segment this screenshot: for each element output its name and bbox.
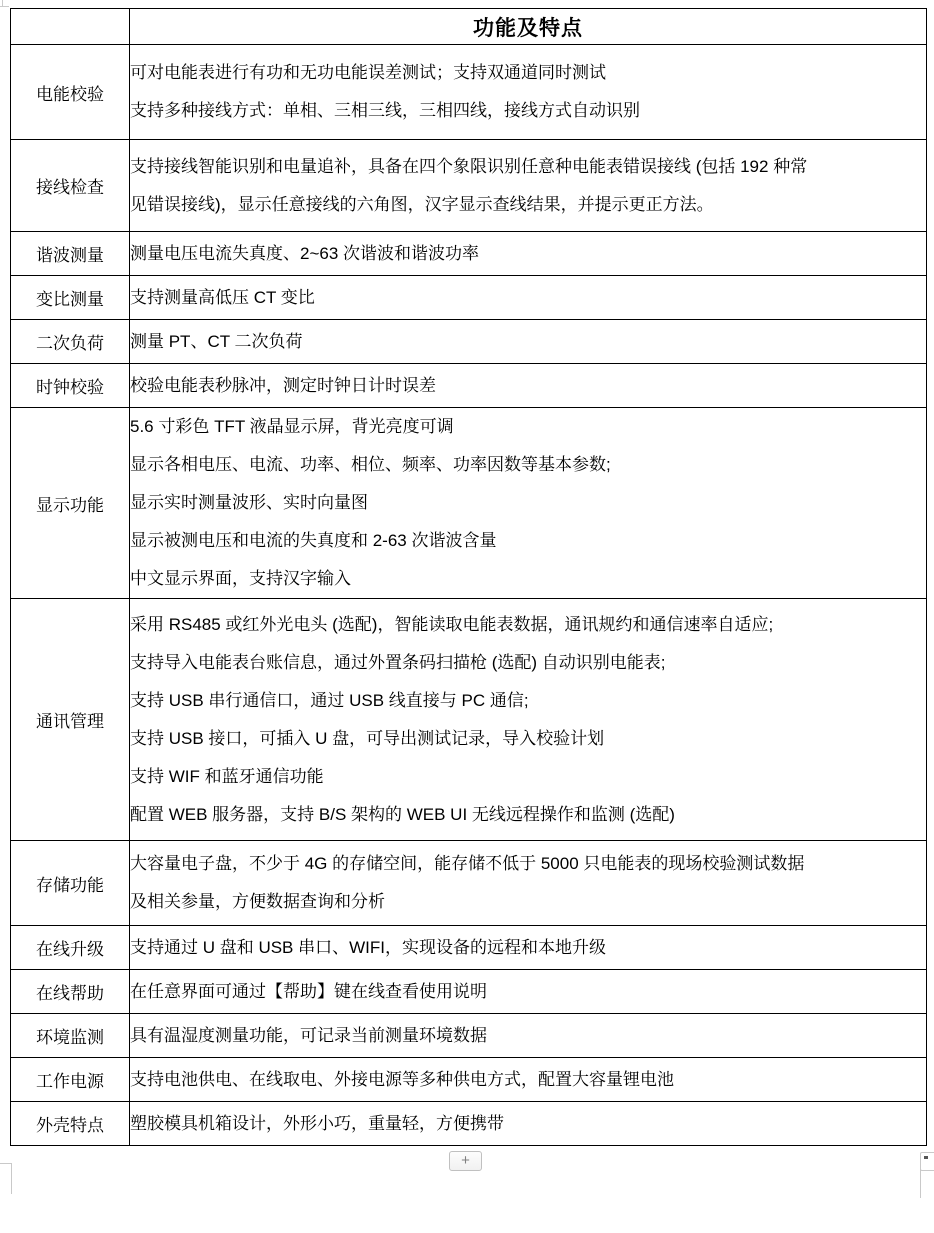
row-content[interactable] (130, 45, 927, 140)
row-label[interactable]: 工作电源 (11, 1058, 130, 1102)
table-row (11, 364, 927, 408)
content-line: 显示各相电压、电流、功率、相位、频率、功率因数等基本参数; (130, 455, 611, 474)
plus-icon: + (461, 1152, 470, 1169)
table-row (11, 970, 927, 1014)
content-line: 塑胶模具机箱设计，外形小巧，重量轻，方便携带 (130, 1113, 504, 1133)
row-label[interactable]: 变比测量 (11, 276, 130, 320)
content-line: 测量 PT、CT 二次负荷 (130, 331, 303, 351)
row-label[interactable]: 在线帮助 (11, 970, 130, 1014)
table-row (11, 599, 927, 841)
content-line: 见错误接线)，显示任意接线的六角图，汉字显示查线结果，并提示更正方法。 (130, 194, 714, 214)
content-line: 支持接线智能识别和电量追补，具备在四个象限识别任意种电能表错误接线 (包括 192 种常 (130, 156, 808, 176)
row-label[interactable]: 外壳特点 (11, 1102, 130, 1146)
text-boundary-mark-bottom-left (11, 1163, 12, 1194)
row-content[interactable] (130, 926, 927, 970)
row-content[interactable] (130, 140, 927, 232)
content-line: 5.6 寸彩色 TFT 液晶显示屏，背光亮度可调 (130, 417, 454, 436)
content-line: 采用 RS485 或红外光电头 (选配)，智能读取电能表数据，通讯规约和通信速率自适应; (130, 614, 774, 634)
content-line: 大容量电子盘，不少于 4G 的存储空间，能存储不低于 5000 只电能表的现场校验测试数据 (130, 854, 805, 873)
content-line: 显示被测电压和电流的失真度和 2-63 次谐波含量 (130, 531, 497, 550)
content-line: 支持 USB 串行通信口，通过 USB 线直接与 PC 通信; (130, 690, 529, 710)
table-row (11, 320, 927, 364)
table-row (11, 408, 927, 599)
feature-spec-table (10, 8, 927, 1146)
table-header-row (11, 9, 927, 45)
content-line: 测量电压电流失真度、2~63 次谐波和谐波功率 (130, 243, 480, 263)
row-label[interactable]: 在线升级 (11, 926, 130, 970)
row-content[interactable] (130, 599, 927, 841)
table-row (11, 1102, 927, 1146)
row-content[interactable] (130, 408, 927, 599)
row-label[interactable]: 通讯管理 (11, 599, 130, 841)
header-empty-cell[interactable] (11, 9, 130, 45)
row-label[interactable]: 显示功能 (11, 408, 130, 599)
table-row (11, 926, 927, 970)
text-boundary-mark-top-left (0, 6, 9, 7)
content-line: 中文显示界面，支持汉字输入 (130, 569, 351, 588)
content-line: 支持通过 U 盘和 USB 串口、WIFI，实现设备的远程和本地升级 (130, 937, 606, 957)
content-line: 支持 USB 接口，可插入 U 盘，可导出测试记录，导入校验计划 (130, 728, 605, 748)
content-line: 及相关参量，方便数据查询和分析 (130, 892, 385, 911)
row-label[interactable]: 二次负荷 (11, 320, 130, 364)
table-row (11, 276, 927, 320)
row-label[interactable]: 时钟校验 (11, 364, 130, 408)
row-content[interactable] (130, 232, 927, 276)
table-row (11, 1058, 927, 1102)
content-line: 支持多种接线方式：单相、三相三线，三相四线，接线方式自动识别 (130, 101, 640, 120)
row-label[interactable]: 谐波测量 (11, 232, 130, 276)
row-content[interactable] (130, 320, 927, 364)
row-content[interactable] (130, 841, 927, 926)
content-line: 支持电池供电、在线取电、外接电源等多种供电方式，配置大容量锂电池 (130, 1069, 674, 1089)
content-line: 校验电能表秒脉冲，测定时钟日计时误差 (130, 375, 436, 395)
content-line: 可对电能表进行有功和无功电能误差测试；支持双通道同时测试 (130, 63, 606, 82)
table-title: 功能及特点 (130, 9, 927, 45)
row-label[interactable]: 环境监测 (11, 1014, 130, 1058)
content-line: 支持 WIF 和蓝牙通信功能 (130, 766, 324, 786)
side-handle-box[interactable] (920, 1152, 934, 1171)
table-row (11, 841, 927, 926)
content-line: 配置 WEB 服务器，支持 B/S 架构的 WEB UI 无线远程操作和监测 (选配) (130, 804, 675, 824)
row-label[interactable]: 存储功能 (11, 841, 130, 926)
row-label[interactable]: 电能校验 (11, 45, 130, 140)
content-line: 在任意界面可通过【帮助】键在线查看使用说明 (130, 981, 487, 1001)
row-content[interactable] (130, 276, 927, 320)
row-content[interactable] (130, 1058, 927, 1102)
content-line: 支持导入电能表台账信息，通过外置条码扫描枪 (选配) 自动识别电能表; (130, 652, 666, 672)
row-content[interactable] (130, 364, 927, 408)
content-line: 显示实时测量波形、实时向量图 (130, 493, 368, 512)
row-content[interactable] (130, 1102, 927, 1146)
content-line: 支持测量高低压 CT 变比 (130, 287, 315, 307)
table-row (11, 1014, 927, 1058)
content-line: 具有温湿度测量功能，可记录当前测量环境数据 (130, 1025, 487, 1045)
row-label[interactable]: 接线检查 (11, 140, 130, 232)
row-content[interactable] (130, 1014, 927, 1058)
handle-dots-icon (924, 1156, 928, 1159)
table-row (11, 45, 927, 140)
table-row (11, 140, 927, 232)
row-content[interactable] (130, 970, 927, 1014)
insert-page-button[interactable] (449, 1151, 482, 1171)
table-row (11, 232, 927, 276)
